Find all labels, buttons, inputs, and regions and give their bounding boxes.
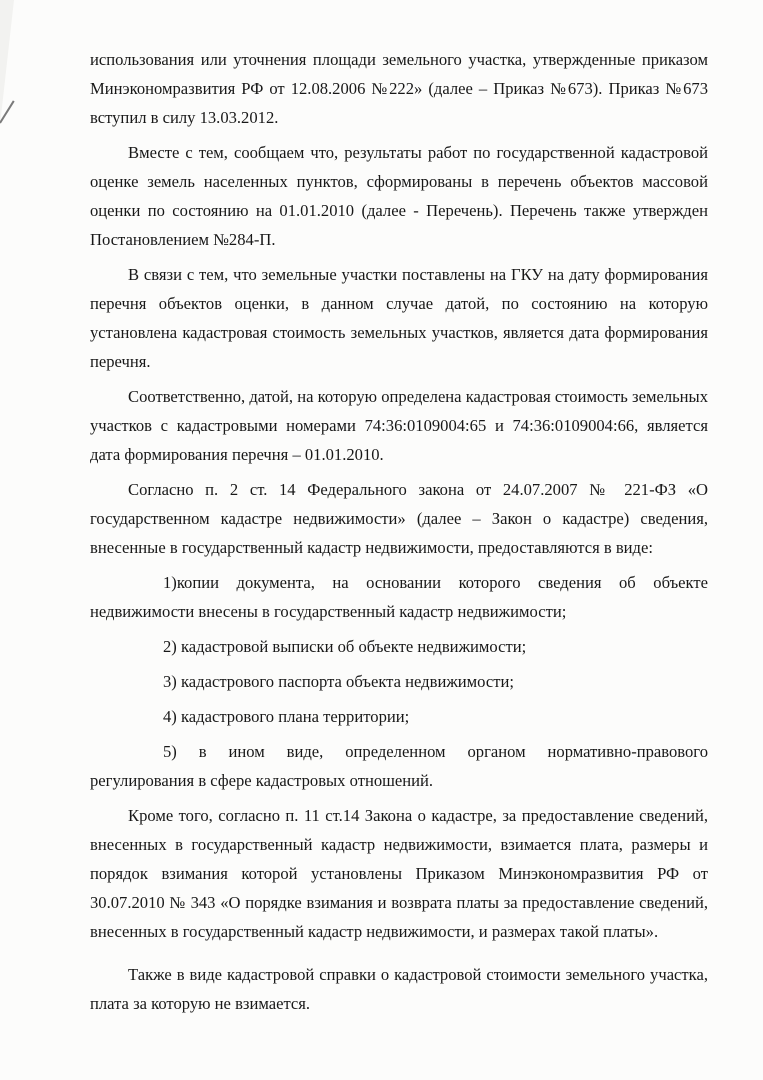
page-fold-corner [0, 0, 14, 125]
list-item-5: 5) в ином виде, определенном органом нормативно-правового регулирования в сфере кадастровых отношений. [90, 742, 708, 790]
paragraph-cadastral-numbers: Соответственно, датой, на которую определена кадастровая стоимость земельных участков с кадастровыми номерами 74:36:0109004:65 и 74:36:0109004:66, является дата формирования перечня – 01.01.2010. [90, 387, 708, 464]
list-item-2: 2) кадастровой выписки об объекте недвижимости; [163, 637, 527, 656]
list-item-4: 4) кадастрового плана территории; [163, 707, 410, 726]
list-item-3: 3) кадастрового паспорта объекта недвижимости; [163, 672, 514, 691]
paragraph-fee: Кроме того, согласно п. 11 ст.14 Закона о кадастре, за предоставление сведений, внесенных в государственный кадастр недвижимости, взимается плата, размеры и порядок взимания которой установлены Приказом Минэкономразвития РФ от 30.07.2010 № 343 «О порядке взимания и возврата платы за предоставление сведений, внесенных в государственный кадастр недвижимости, и размерах такой платы». [90, 806, 708, 941]
list-item-1: 1)копии документа, на основании которого сведения об объекте недвижимости внесены в государственный кадастр недвижимости; [90, 573, 708, 621]
paragraph-valuation-date: В связи с тем, что земельные участки поставлены на ГКУ на дату формирования перечня объектов оценки, в данном случае датой, по состоянию на которую установлена кадастровая стоимость земельных участков, является дата формирования перечня. [90, 265, 708, 371]
paragraph-continuation: использования или уточнения площади земельного участка, утвержденные приказом Минэкономразвития РФ от 12.08.2006 №222» (далее – Приказ №673). Приказ №673 вступил в силу 13.03.2012. [90, 50, 708, 127]
paragraph-valuation-results: Вместе с тем, сообщаем что, результаты работ по государственной кадастровой оценке земель населенных пунктов, сформированы в перечень объектов массовой оценки по состоянию на 01.01.2010 (далее - Перечень). Перечень также утвержден Постановлением №284-П. [90, 143, 708, 249]
paragraph-law-reference: Согласно п. 2 ст. 14 Федерального закона от 24.07.2007 № 221-ФЗ «О государственном кадастре недвижимости» (далее – Закон о кадастре) сведения, внесенные в государственный кадастр недвижимости, предоставляются в виде: [90, 480, 708, 557]
paragraph-cadastral-certificate: Также в виде кадастровой справки о кадастровой стоимости земельного участка, плата за которую не взимается. [90, 965, 708, 1013]
document-body [90, 45, 708, 1024]
